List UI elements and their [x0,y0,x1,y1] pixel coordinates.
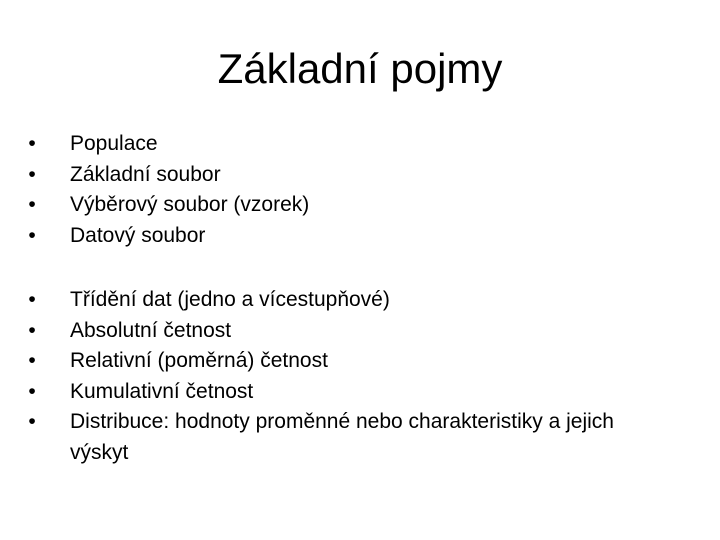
list-item-text: Kumulativní četnost [70,379,254,403]
bullet-list-basic-terms [26,129,666,251]
list-item-text: Základní soubor [70,162,221,186]
bullet-icon: • [28,410,36,433]
bullet-icon: • [28,132,36,155]
list-item-text: Datový soubor [70,223,206,247]
bullet-icon: • [28,162,36,186]
list-item [26,316,666,347]
list-item [26,377,666,408]
list-item [26,285,666,316]
list-item-text: Třídění dat (jedno a vícestupňové) [70,288,390,311]
bullet-icon: • [28,288,36,311]
list-item-text: Distribuce: hodnoty proměnné nebo charakteristiky a jejich výskyt [70,410,614,464]
list-item [26,221,666,252]
list-item-text: Výběrový soubor (vzorek) [70,193,310,216]
list-item [26,346,666,377]
slide-title: Základní pojmy [217,45,503,92]
bullet-list-frequency-terms [26,285,666,468]
list-item [26,407,650,468]
list-item-text: Populace [70,132,158,155]
list-item-text: Relativní (poměrná) četnost [70,349,328,372]
bullet-icon: • [28,318,36,342]
bullet-icon: • [28,223,36,247]
bullet-icon: • [28,379,36,403]
list-item-text: Absolutní četnost [70,318,232,342]
list-item [26,129,666,160]
bullet-icon: • [28,193,36,216]
list-item [26,190,666,221]
bullet-icon: • [28,349,36,372]
list-item [26,160,666,191]
